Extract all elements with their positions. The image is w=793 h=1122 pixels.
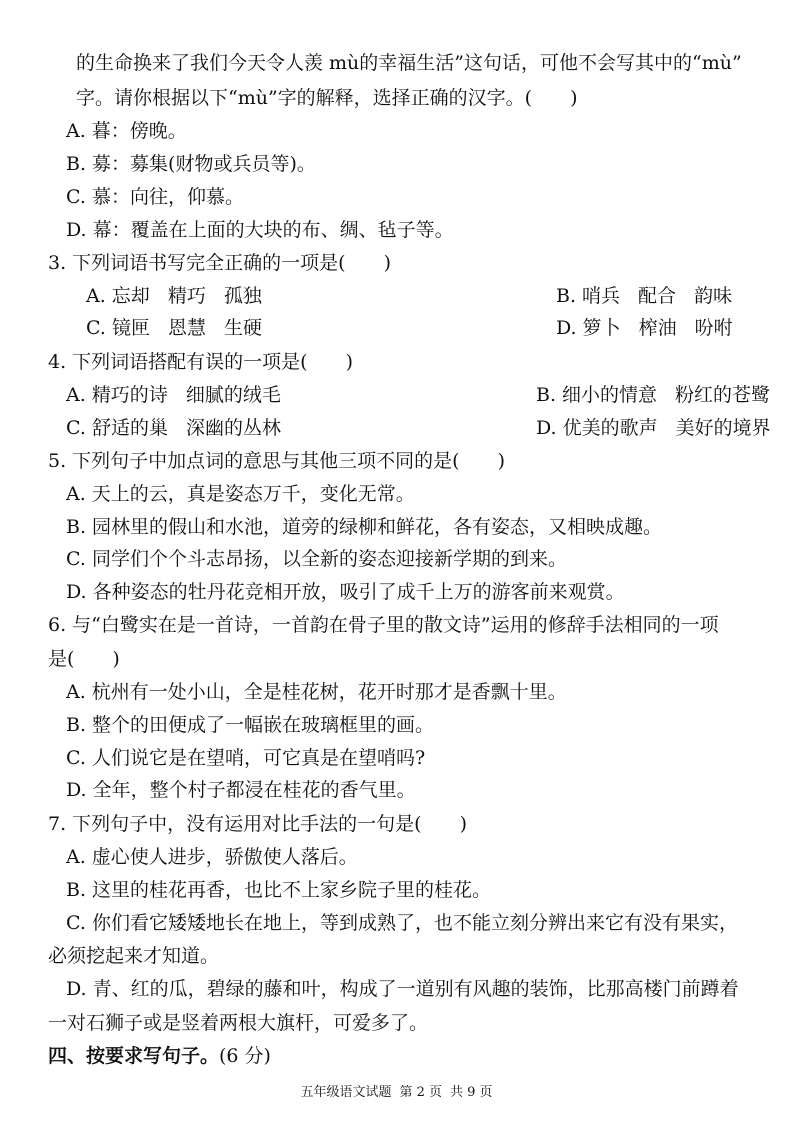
q7-option-c-line2: 必须挖起来才知道。	[48, 945, 220, 967]
footer-subject: 五年级语文试题	[300, 1085, 392, 1100]
q4-option-b	[536, 382, 770, 408]
section-4-title: 四、按要求写句子。	[48, 1045, 220, 1067]
q3-option-d-word2: 榨油	[638, 317, 677, 339]
q7-option-c-line1: C. 你们看它矮矮地长在地上，等到成熟了，也不能立刻分辨出来它有没有果实，	[66, 912, 738, 934]
q3-option-c-word2: 恩慧	[167, 317, 206, 339]
q6-option-d: D. 全年，整个村子都浸在桂花的香气里。	[66, 779, 416, 801]
q5-option-a: A. 天上的云，真是姿态万千，变化无常。	[66, 483, 415, 505]
q3-option-c-word1: C. 镜匣	[86, 317, 150, 339]
q2-stem-line2: 字。请你根据以下“mù”字的解释，选择正确的汉字。( )	[76, 87, 578, 109]
q4-option-c-word1: C. 舒适的巢	[66, 417, 168, 439]
q5-stem: 5. 下列句子中加点词的意思与其他三项不同的是( )	[48, 450, 505, 472]
q6-option-a: A. 杭州有一处小山，全是桂花树，花开时那才是香飘十里。	[66, 681, 567, 703]
q7-option-d-line2: 一对石狮子或是竖着两根大旗杆，可爱多了。	[48, 1012, 429, 1034]
q3-option-d	[556, 315, 733, 341]
q4-option-d	[536, 415, 771, 441]
section-4-score: (6 分)	[219, 1045, 271, 1067]
q4-option-c	[66, 415, 793, 441]
q4-stem: 4. 下列词语搭配有误的一项是( )	[48, 351, 353, 373]
q5-option-d: D. 各种姿态的牡丹花竞相开放，吸引了成千上万的游客前来观赏。	[66, 581, 625, 603]
q7-option-d-line1: D. 青、红的瓜，碧绿的藤和叶，构成了一道别有风趣的装饰，比那高楼门前蹲着	[66, 978, 739, 1000]
q3-option-b-word2: 配合	[638, 285, 677, 307]
q3-option-b-word1: B. 哨兵	[556, 285, 621, 307]
q6-option-c: C. 人们说它是在望哨，可它真是在望哨吗?	[66, 747, 426, 769]
q4-option-d-word2: 美好的境界	[675, 417, 771, 439]
q3-option-c-word3: 生硬	[223, 317, 262, 339]
q4-option-d-word1: D. 优美的歌声	[536, 417, 658, 439]
q3-option-b-word3: 韵味	[694, 285, 733, 307]
q3-option-d-word3: 吩咐	[694, 317, 733, 339]
footer-page-number: 第 2 页	[399, 1085, 442, 1100]
footer-total-pages: 共 9 页	[450, 1085, 493, 1100]
q4-option-b-word1: B. 细小的情意	[536, 384, 658, 406]
q2-option-b: B. 募：募集(财物或兵员等)。	[66, 153, 316, 175]
q3-option-d-word1: D. 箩卜	[556, 317, 621, 339]
q7-option-b: B. 这里的桂花再香，也比不上家乡院子里的桂花。	[66, 879, 492, 901]
q2-option-d: D. 幕：覆盖在上面的大块的布、绸、毡子等。	[66, 219, 454, 241]
q4-option-a-word1: A. 精巧的诗	[66, 384, 168, 406]
q4-option-a	[66, 382, 793, 408]
q7-option-a: A. 虚心使人进步，骄傲使人落后。	[66, 846, 358, 868]
q2-option-c: C. 慕：向往，仰慕。	[66, 186, 244, 208]
q5-option-b: B. 园林里的假山和水池，道旁的绿柳和鲜花，各有姿态，又相映成趣。	[66, 516, 663, 538]
q4-option-c-word2: 深幽的丛林	[185, 417, 281, 439]
q4-option-b-word2: 粉红的苍鹭	[675, 384, 771, 406]
q2-option-a: A. 暮：傍晚。	[66, 120, 187, 142]
q3-option-a-word2: 精巧	[167, 285, 206, 307]
q4-option-a-word2: 细腻的绒毛	[185, 384, 281, 406]
page-footer	[0, 1084, 793, 1102]
q3-option-b	[556, 283, 732, 309]
q2-stem-line1: 的生命换来了我们今天令人羡 mù的幸福生活”这句话，可他不会写其中的“mù”	[76, 52, 742, 74]
q3-option-a	[86, 283, 793, 309]
q3-option-a-word1: A. 忘却	[86, 285, 150, 307]
q6-option-b: B. 整个的田便成了一幅嵌在玻璃框里的画。	[66, 714, 435, 736]
section-4-heading	[48, 1043, 793, 1069]
q7-stem: 7. 下列句子中，没有运用对比手法的一句是( )	[48, 813, 467, 835]
q3-stem: 3. 下列词语书写完全正确的一项是( )	[48, 252, 391, 274]
q3-option-a-word3: 孤独	[223, 285, 262, 307]
q6-stem-line2: 是( )	[48, 648, 120, 670]
q5-option-c: C. 同学们个个斗志昂扬，以全新的姿态迎接新学期的到来。	[66, 548, 567, 570]
q6-stem-line1: 6. 与“白鹭实在是一首诗，一首韵在骨子里的散文诗”运用的修辞手法相同的一项	[48, 614, 719, 636]
q3-option-c	[86, 315, 793, 341]
